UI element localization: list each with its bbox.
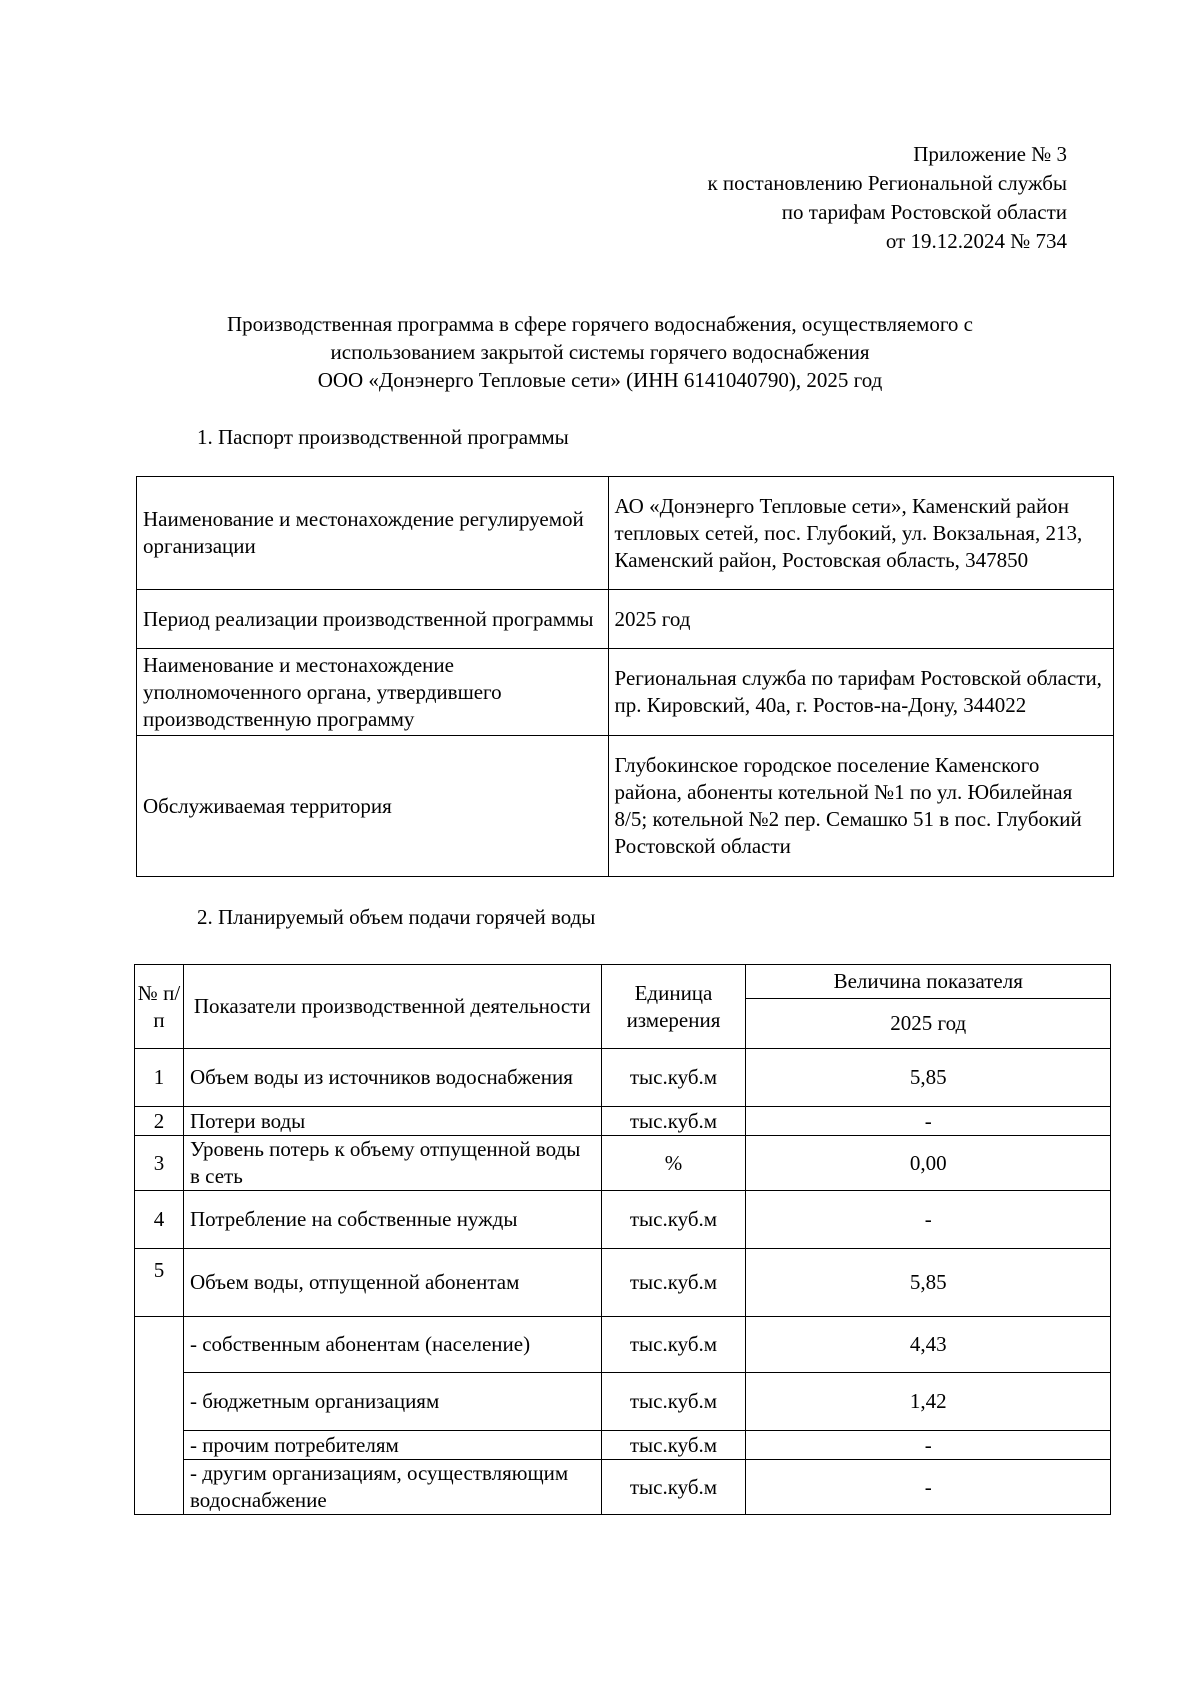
table-row [135,1373,1111,1431]
col-header-year: 2025 год [746,999,1111,1049]
passport-value: Глубокинское городское поселение Каменского района, абоненты котельной №1 по ул. Юбилейная 8/5; котельной №2 пер. Семашко 51 в пос. Глубокий Ростовской области [608,736,1113,877]
col-header-value-group: Величина показателя [746,965,1111,999]
row-unit: тыс.куб.м [601,1460,746,1515]
passport-value: 2025 год [608,590,1113,649]
row-unit: тыс.куб.м [601,1249,746,1317]
row-indicator: Объем воды, отпущенной абонентам [183,1249,601,1317]
row-value: 0,00 [746,1136,1111,1191]
appendix-number: Приложение № 3 [913,142,1067,166]
row-num: 5 [135,1249,184,1317]
table-row [135,1136,1111,1191]
row-unit: % [601,1136,746,1191]
row-indicator: - другим организациям, осуществляющим водоснабжение [183,1460,601,1515]
table-row [137,649,1114,736]
section2-heading: 2. Планируемый объем подачи горячей воды [197,905,596,929]
row-num: 4 [135,1191,184,1249]
document-title [120,310,1080,394]
row-unit: тыс.куб.м [601,1049,746,1107]
appendix-ref-line: к постановлению Региональной службы [707,171,1067,195]
col-header-unit: Единица измерения [601,965,746,1049]
row-num: 3 [135,1136,184,1191]
volume-table [134,964,1111,1515]
row-value: - [746,1431,1111,1460]
appendix-date: от 19.12.2024 № 734 [885,229,1067,253]
passport-table [136,476,1114,877]
title-line: Производственная программа в сфере горячего водоснабжения, осуществляемого с [227,312,973,336]
row-indicator: - собственным абонентам (население) [183,1317,601,1373]
row-unit: тыс.куб.м [601,1107,746,1136]
row-indicator: Потери воды [183,1107,601,1136]
table-row [135,1249,1111,1317]
row-indicator: - бюджетным организациям [183,1373,601,1431]
row-value: 5,85 [746,1249,1111,1317]
table-row [137,590,1114,649]
row-value: 4,43 [746,1317,1111,1373]
row-indicator: Уровень потерь к объему отпущенной воды в сеть [183,1136,601,1191]
table-row [135,1107,1111,1136]
row-indicator: Объем воды из источников водоснабжения [183,1049,601,1107]
row-value: 5,85 [746,1049,1111,1107]
row-num: 2 [135,1107,184,1136]
col-header-num: № п/ п [135,965,184,1049]
table-row [135,1431,1111,1460]
passport-label: Период реализации производственной программы [137,590,609,649]
passport-value: АО «Донэнерго Тепловые сети», Каменский район тепловых сетей, пос. Глубокий, ул. Вокзальная, 213, Каменский район, Ростовская область, 347850 [608,477,1113,590]
table-row [135,1191,1111,1249]
table-row [137,736,1114,877]
passport-label: Обслуживаемая территория [137,736,609,877]
passport-value: Региональная служба по тарифам Ростовской области, пр. Кировский, 40а, г. Ростов-на-Дону, 344022 [608,649,1113,736]
table-header-row [135,965,1111,999]
title-line: использованием закрытой системы горячего водоснабжения [330,340,870,364]
appendix-header [707,140,1067,256]
row-value: - [746,1107,1111,1136]
row-unit: тыс.куб.м [601,1373,746,1431]
table-row [137,477,1114,590]
row-unit: тыс.куб.м [601,1431,746,1460]
row-unit: тыс.куб.м [601,1317,746,1373]
passport-label: Наименование и местонахождение уполномоченного органа, утвердившего производственную программу [137,649,609,736]
table-row [135,1460,1111,1515]
appendix-ref-line: по тарифам Ростовской области [781,200,1067,224]
row-value: - [746,1460,1111,1515]
row-value: - [746,1191,1111,1249]
passport-label: Наименование и местонахождение регулируемой организации [137,477,609,590]
col-header-indicator: Показатели производственной деятельности [183,965,601,1049]
title-line: ООО «Донэнерго Тепловые сети» (ИНН 6141040790), 2025 год [317,368,883,392]
row-indicator: Потребление на собственные нужды [183,1191,601,1249]
table-row [135,1317,1111,1373]
row-num-empty [135,1317,184,1515]
row-unit: тыс.куб.м [601,1191,746,1249]
row-num: 1 [135,1049,184,1107]
section1-heading: 1. Паспорт производственной программы [197,425,569,449]
table-row [135,1049,1111,1107]
row-indicator: - прочим потребителям [183,1431,601,1460]
row-value: 1,42 [746,1373,1111,1431]
